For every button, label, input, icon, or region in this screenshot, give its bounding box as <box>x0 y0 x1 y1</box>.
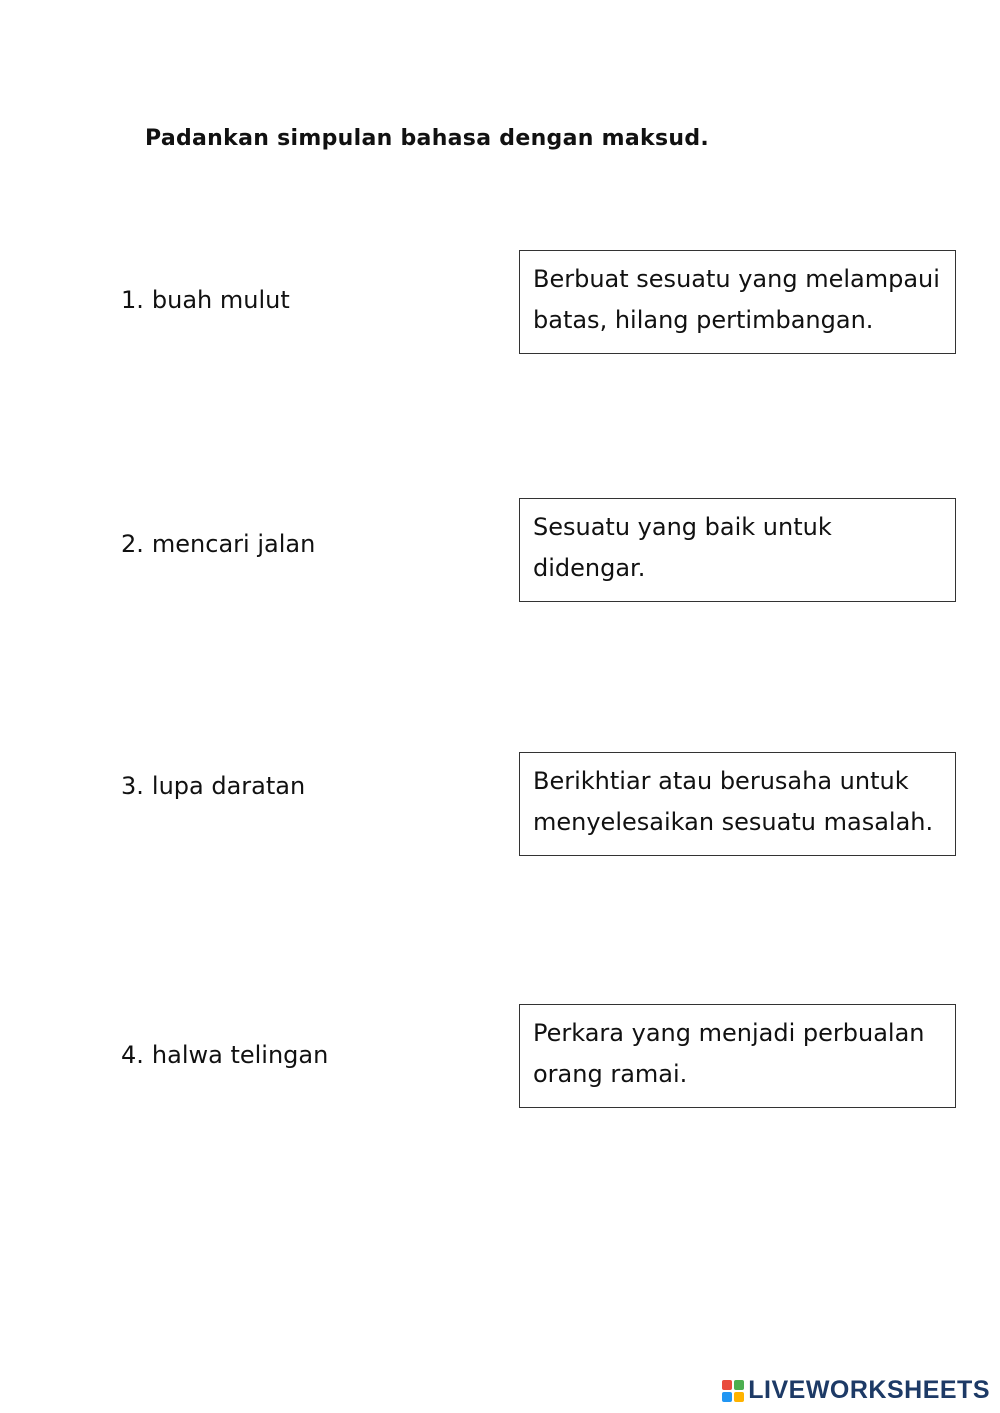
liveworksheets-logo <box>722 1376 990 1405</box>
term-number: 1. <box>121 286 144 314</box>
meaning-box-4[interactable] <box>519 1004 956 1108</box>
logo-text: LIVEWORKSHEETS <box>748 1376 990 1404</box>
term-number: 2. <box>121 530 144 558</box>
meaning-line: orang ramai. <box>533 1060 688 1088</box>
meaning-line: Sesuatu yang baik untuk <box>533 513 832 541</box>
meaning-line: Perkara yang menjadi perbualan <box>533 1019 925 1047</box>
meaning-line: batas, hilang pertimbangan. <box>533 306 874 334</box>
term-text: lupa daratan <box>151 772 306 800</box>
term-item-2[interactable] <box>121 530 315 558</box>
term-item-4[interactable] <box>121 1041 328 1069</box>
term-item-1[interactable] <box>121 286 290 314</box>
meaning-line: menyelesaikan sesuatu masalah. <box>533 808 934 836</box>
term-text: buah mulut <box>151 286 290 314</box>
meaning-line: Berbuat sesuatu yang melampaui <box>533 265 940 293</box>
term-text: mencari jalan <box>151 530 316 558</box>
term-item-3[interactable] <box>121 772 305 800</box>
meaning-line: didengar. <box>533 554 646 582</box>
liveworksheets-logo-icon <box>722 1380 744 1402</box>
meaning-line: Berikhtiar atau berusaha untuk <box>533 767 909 795</box>
term-text: halwa telingan <box>151 1041 329 1069</box>
meaning-box-2[interactable] <box>519 498 956 602</box>
worksheet-instruction: Padankan simpulan bahasa dengan maksud. <box>145 126 710 151</box>
meaning-box-1[interactable] <box>519 250 956 354</box>
meaning-box-3[interactable] <box>519 752 956 856</box>
term-number: 4. <box>121 1041 144 1069</box>
term-number: 3. <box>121 772 144 800</box>
